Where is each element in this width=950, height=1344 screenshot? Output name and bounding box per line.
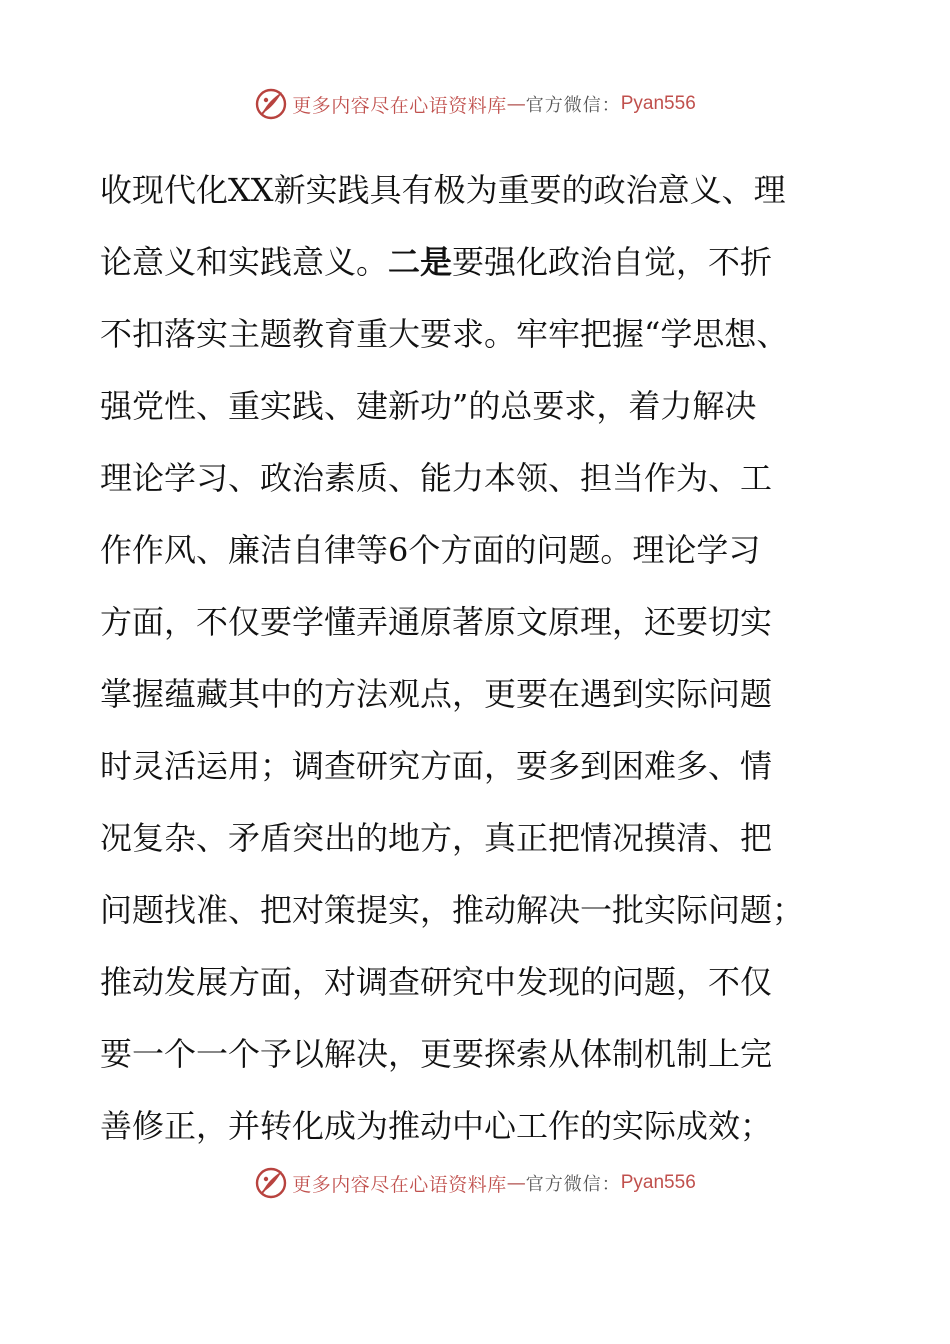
banner-site-name: 更多内容尽在心语资料库	[292, 94, 507, 117]
banner-separator: —	[506, 93, 526, 115]
body-line-10: 况复杂、矛盾突出的地方，真正把情况摸清、把	[100, 819, 773, 857]
quill-pen-logo-icon	[254, 87, 288, 121]
body-line-1: 收现代化XX新实践具有极为重要的政治意义、理	[100, 171, 786, 209]
body-line-2	[100, 226, 772, 298]
body-line-6: 作作风、廉洁自律等6个方面的问题。理论学习	[100, 531, 761, 569]
body-line-4: 强党性、重实践、建新功”的总要求，着力解决	[100, 387, 757, 425]
header-banner	[0, 84, 950, 124]
body-line-12: 推动发展方面，对调查研究中发现的问题，不仅	[100, 963, 773, 1001]
body-line-3: 不扣落实主题教育重大要求。牢牢把握“学思想、	[100, 315, 789, 353]
footer-wechat-id: Pyan556	[620, 1172, 696, 1193]
footer-site-name: 更多内容尽在心语资料库	[292, 1173, 507, 1196]
body-line-2-start: 论意义和实践意义。	[100, 243, 389, 281]
body-line-8: 掌握蕴藏其中的方法观点，更要在遇到实际问题	[100, 675, 773, 713]
body-line-11: 问题找准、把对策提实，推动解决一批实际问题；	[100, 891, 805, 929]
banner-wechat-id: Pyan556	[620, 93, 696, 114]
banner-wechat-label: 官方微信：	[525, 95, 621, 116]
body-line-2-emphasis: 二是	[388, 243, 453, 281]
footer-wechat-label: 官方微信：	[525, 1174, 621, 1195]
footer-banner	[0, 1163, 950, 1203]
footer-separator: —	[506, 1172, 526, 1194]
body-line-2-end: 要强化政治自觉，不折	[452, 243, 773, 281]
body-line-9: 时灵活运用；调查研究方面，要多到困难多、情	[100, 747, 773, 785]
body-line-13: 要一个一个予以解决，更要探索从体制机制上完	[100, 1035, 773, 1073]
body-line-5: 理论学习、政治素质、能力本领、担当作为、工	[100, 459, 773, 497]
body-line-7: 方面，不仅要学懂弄通原著原文原理，还要切实	[100, 603, 773, 641]
quill-pen-logo-icon	[254, 1166, 288, 1200]
body-line-14: 善修正，并转化成为推动中心工作的实际成效；	[100, 1107, 773, 1145]
